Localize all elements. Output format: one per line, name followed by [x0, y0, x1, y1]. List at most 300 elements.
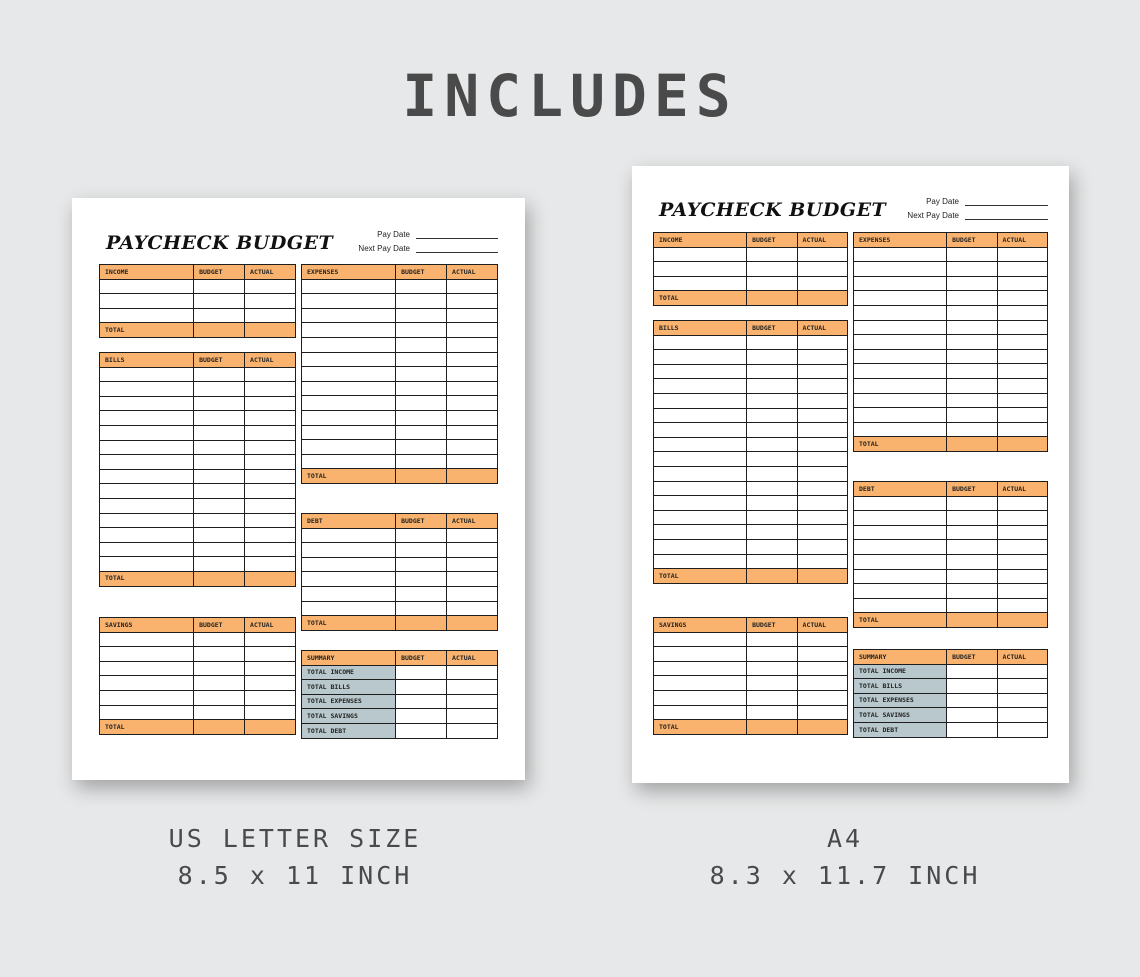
- actual-cell[interactable]: [997, 569, 1047, 584]
- item-cell[interactable]: [654, 379, 747, 394]
- actual-cell[interactable]: [797, 393, 847, 408]
- budget-cell[interactable]: [194, 308, 245, 323]
- budget-cell[interactable]: [947, 320, 997, 335]
- item-cell[interactable]: [854, 584, 947, 599]
- item-cell[interactable]: [302, 367, 396, 382]
- item-cell[interactable]: [302, 440, 396, 455]
- item-cell[interactable]: [854, 554, 947, 569]
- total-budget-cell[interactable]: [747, 569, 797, 584]
- actual-cell[interactable]: [447, 294, 498, 309]
- actual-cell[interactable]: [447, 352, 498, 367]
- actual-cell[interactable]: [245, 528, 296, 543]
- item-cell[interactable]: [100, 440, 194, 455]
- budget-cell[interactable]: [194, 294, 245, 309]
- item-cell[interactable]: [854, 335, 947, 350]
- item-cell[interactable]: [854, 422, 947, 437]
- actual-cell[interactable]: [997, 408, 1047, 423]
- item-cell[interactable]: [302, 381, 396, 396]
- item-cell[interactable]: [100, 528, 194, 543]
- budget-cell[interactable]: [947, 693, 997, 708]
- budget-cell[interactable]: [396, 396, 447, 411]
- actual-cell[interactable]: [797, 481, 847, 496]
- actual-cell[interactable]: [797, 661, 847, 676]
- item-cell[interactable]: [654, 647, 747, 662]
- item-cell[interactable]: [854, 598, 947, 613]
- budget-cell[interactable]: [947, 708, 997, 723]
- budget-cell[interactable]: [396, 279, 447, 294]
- budget-cell[interactable]: [947, 262, 997, 277]
- actual-cell[interactable]: [797, 705, 847, 720]
- total-actual-cell[interactable]: [997, 437, 1047, 452]
- item-cell[interactable]: [302, 557, 396, 572]
- item-cell[interactable]: [302, 294, 396, 309]
- actual-cell[interactable]: [797, 408, 847, 423]
- budget-cell[interactable]: [947, 664, 997, 679]
- budget-cell[interactable]: [747, 335, 797, 350]
- item-cell[interactable]: [654, 661, 747, 676]
- actual-cell[interactable]: [797, 437, 847, 452]
- item-cell[interactable]: [302, 425, 396, 440]
- actual-cell[interactable]: [797, 379, 847, 394]
- budget-cell[interactable]: [396, 381, 447, 396]
- budget-cell[interactable]: [947, 598, 997, 613]
- budget-cell[interactable]: [194, 542, 245, 557]
- item-cell[interactable]: [654, 393, 747, 408]
- budget-cell[interactable]: [396, 694, 447, 709]
- budget-cell[interactable]: [396, 680, 447, 695]
- actual-cell[interactable]: [447, 440, 498, 455]
- budget-cell[interactable]: [194, 382, 245, 397]
- actual-cell[interactable]: [997, 276, 1047, 291]
- item-cell[interactable]: [854, 378, 947, 393]
- actual-cell[interactable]: [997, 393, 1047, 408]
- actual-cell[interactable]: [997, 335, 1047, 350]
- item-cell[interactable]: [654, 247, 747, 262]
- actual-cell[interactable]: [797, 676, 847, 691]
- item-cell[interactable]: [302, 279, 396, 294]
- budget-cell[interactable]: [194, 528, 245, 543]
- actual-cell[interactable]: [447, 665, 498, 680]
- total-actual-cell[interactable]: [997, 613, 1047, 628]
- actual-cell[interactable]: [797, 262, 847, 277]
- budget-cell[interactable]: [396, 572, 447, 587]
- total-budget-cell[interactable]: [396, 616, 447, 631]
- item-cell[interactable]: [100, 484, 194, 499]
- item-cell[interactable]: [654, 525, 747, 540]
- budget-cell[interactable]: [947, 569, 997, 584]
- budget-cell[interactable]: [747, 466, 797, 481]
- actual-cell[interactable]: [997, 511, 1047, 526]
- item-cell[interactable]: [100, 647, 194, 662]
- actual-cell[interactable]: [797, 466, 847, 481]
- actual-cell[interactable]: [245, 690, 296, 705]
- item-cell[interactable]: [654, 496, 747, 511]
- actual-cell[interactable]: [245, 661, 296, 676]
- budget-cell[interactable]: [747, 437, 797, 452]
- item-cell[interactable]: [100, 469, 194, 484]
- item-cell[interactable]: [100, 367, 194, 382]
- item-cell[interactable]: [100, 279, 194, 294]
- item-cell[interactable]: [854, 320, 947, 335]
- budget-cell[interactable]: [947, 335, 997, 350]
- actual-cell[interactable]: [245, 294, 296, 309]
- budget-cell[interactable]: [747, 661, 797, 676]
- actual-cell[interactable]: [245, 513, 296, 528]
- item-cell[interactable]: [654, 705, 747, 720]
- item-cell[interactable]: [654, 690, 747, 705]
- item-cell[interactable]: [654, 539, 747, 554]
- budget-cell[interactable]: [747, 262, 797, 277]
- actual-cell[interactable]: [245, 425, 296, 440]
- item-cell[interactable]: [302, 543, 396, 558]
- item-cell[interactable]: [302, 323, 396, 338]
- actual-cell[interactable]: [797, 335, 847, 350]
- total-actual-cell[interactable]: [447, 469, 498, 484]
- item-cell[interactable]: [100, 382, 194, 397]
- budget-cell[interactable]: [396, 528, 447, 543]
- budget-cell[interactable]: [947, 349, 997, 364]
- total-budget-cell[interactable]: [947, 613, 997, 628]
- actual-cell[interactable]: [997, 364, 1047, 379]
- budget-cell[interactable]: [947, 422, 997, 437]
- actual-cell[interactable]: [245, 382, 296, 397]
- budget-cell[interactable]: [396, 323, 447, 338]
- budget-cell[interactable]: [747, 705, 797, 720]
- actual-cell[interactable]: [997, 247, 1047, 262]
- actual-cell[interactable]: [245, 308, 296, 323]
- budget-cell[interactable]: [747, 481, 797, 496]
- actual-cell[interactable]: [245, 542, 296, 557]
- total-actual-cell[interactable]: [245, 571, 296, 586]
- actual-cell[interactable]: [245, 676, 296, 691]
- actual-cell[interactable]: [997, 305, 1047, 320]
- item-cell[interactable]: [654, 510, 747, 525]
- actual-cell[interactable]: [997, 378, 1047, 393]
- item-cell[interactable]: [854, 525, 947, 540]
- actual-cell[interactable]: [797, 539, 847, 554]
- actual-cell[interactable]: [447, 425, 498, 440]
- item-cell[interactable]: [854, 305, 947, 320]
- budget-cell[interactable]: [747, 379, 797, 394]
- item-cell[interactable]: [854, 276, 947, 291]
- item-cell[interactable]: [854, 511, 947, 526]
- budget-cell[interactable]: [947, 679, 997, 694]
- total-budget-cell[interactable]: [194, 720, 245, 735]
- budget-cell[interactable]: [947, 247, 997, 262]
- budget-cell[interactable]: [396, 425, 447, 440]
- budget-cell[interactable]: [194, 647, 245, 662]
- item-cell[interactable]: [854, 262, 947, 277]
- budget-cell[interactable]: [194, 632, 245, 647]
- actual-cell[interactable]: [997, 554, 1047, 569]
- budget-cell[interactable]: [396, 367, 447, 382]
- item-cell[interactable]: [302, 308, 396, 323]
- item-cell[interactable]: [854, 408, 947, 423]
- budget-cell[interactable]: [747, 364, 797, 379]
- total-budget-cell[interactable]: [947, 437, 997, 452]
- budget-cell[interactable]: [396, 337, 447, 352]
- item-cell[interactable]: [100, 661, 194, 676]
- actual-cell[interactable]: [245, 632, 296, 647]
- item-cell[interactable]: [100, 498, 194, 513]
- total-actual-cell[interactable]: [797, 720, 847, 735]
- actual-cell[interactable]: [797, 496, 847, 511]
- actual-cell[interactable]: [245, 279, 296, 294]
- total-actual-cell[interactable]: [797, 291, 847, 306]
- total-actual-cell[interactable]: [245, 323, 296, 338]
- item-cell[interactable]: [100, 632, 194, 647]
- item-cell[interactable]: [100, 425, 194, 440]
- budget-cell[interactable]: [396, 557, 447, 572]
- item-cell[interactable]: [302, 601, 396, 616]
- actual-cell[interactable]: [797, 690, 847, 705]
- total-budget-cell[interactable]: [194, 571, 245, 586]
- actual-cell[interactable]: [997, 708, 1047, 723]
- item-cell[interactable]: [654, 632, 747, 647]
- budget-cell[interactable]: [747, 690, 797, 705]
- actual-cell[interactable]: [447, 410, 498, 425]
- budget-cell[interactable]: [194, 498, 245, 513]
- actual-cell[interactable]: [997, 722, 1047, 737]
- budget-cell[interactable]: [396, 723, 447, 738]
- item-cell[interactable]: [302, 528, 396, 543]
- actual-cell[interactable]: [245, 557, 296, 572]
- budget-cell[interactable]: [194, 557, 245, 572]
- budget-cell[interactable]: [747, 554, 797, 569]
- budget-cell[interactable]: [396, 352, 447, 367]
- item-cell[interactable]: [854, 496, 947, 511]
- budget-cell[interactable]: [194, 676, 245, 691]
- item-cell[interactable]: [654, 676, 747, 691]
- budget-cell[interactable]: [194, 411, 245, 426]
- budget-cell[interactable]: [947, 408, 997, 423]
- budget-cell[interactable]: [396, 665, 447, 680]
- actual-cell[interactable]: [245, 484, 296, 499]
- actual-cell[interactable]: [245, 469, 296, 484]
- item-cell[interactable]: [654, 466, 747, 481]
- budget-cell[interactable]: [194, 469, 245, 484]
- budget-cell[interactable]: [947, 540, 997, 555]
- actual-cell[interactable]: [797, 350, 847, 365]
- item-cell[interactable]: [854, 540, 947, 555]
- total-budget-cell[interactable]: [747, 291, 797, 306]
- budget-cell[interactable]: [947, 378, 997, 393]
- actual-cell[interactable]: [997, 598, 1047, 613]
- budget-cell[interactable]: [194, 367, 245, 382]
- item-cell[interactable]: [654, 481, 747, 496]
- actual-cell[interactable]: [245, 705, 296, 720]
- item-cell[interactable]: [100, 542, 194, 557]
- item-cell[interactable]: [100, 676, 194, 691]
- budget-cell[interactable]: [947, 496, 997, 511]
- total-budget-cell[interactable]: [194, 323, 245, 338]
- budget-cell[interactable]: [194, 513, 245, 528]
- budget-cell[interactable]: [396, 294, 447, 309]
- actual-cell[interactable]: [245, 647, 296, 662]
- budget-cell[interactable]: [747, 247, 797, 262]
- total-actual-cell[interactable]: [447, 616, 498, 631]
- actual-cell[interactable]: [997, 693, 1047, 708]
- actual-cell[interactable]: [447, 337, 498, 352]
- budget-cell[interactable]: [747, 539, 797, 554]
- actual-cell[interactable]: [997, 349, 1047, 364]
- actual-cell[interactable]: [797, 247, 847, 262]
- actual-cell[interactable]: [997, 525, 1047, 540]
- actual-cell[interactable]: [797, 554, 847, 569]
- actual-cell[interactable]: [245, 411, 296, 426]
- budget-cell[interactable]: [747, 276, 797, 291]
- actual-cell[interactable]: [997, 291, 1047, 306]
- actual-cell[interactable]: [245, 498, 296, 513]
- actual-cell[interactable]: [245, 455, 296, 470]
- item-cell[interactable]: [100, 294, 194, 309]
- item-cell[interactable]: [302, 352, 396, 367]
- item-cell[interactable]: [654, 276, 747, 291]
- actual-cell[interactable]: [447, 680, 498, 695]
- actual-cell[interactable]: [447, 543, 498, 558]
- total-actual-cell[interactable]: [797, 569, 847, 584]
- item-cell[interactable]: [654, 350, 747, 365]
- budget-cell[interactable]: [194, 484, 245, 499]
- item-cell[interactable]: [302, 454, 396, 469]
- item-cell[interactable]: [302, 572, 396, 587]
- actual-cell[interactable]: [997, 679, 1047, 694]
- actual-cell[interactable]: [447, 396, 498, 411]
- actual-cell[interactable]: [797, 525, 847, 540]
- budget-cell[interactable]: [194, 455, 245, 470]
- actual-cell[interactable]: [997, 496, 1047, 511]
- total-budget-cell[interactable]: [747, 720, 797, 735]
- actual-cell[interactable]: [447, 572, 498, 587]
- actual-cell[interactable]: [997, 320, 1047, 335]
- budget-cell[interactable]: [396, 410, 447, 425]
- actual-cell[interactable]: [245, 367, 296, 382]
- actual-cell[interactable]: [447, 308, 498, 323]
- budget-cell[interactable]: [947, 364, 997, 379]
- budget-cell[interactable]: [194, 279, 245, 294]
- item-cell[interactable]: [100, 308, 194, 323]
- actual-cell[interactable]: [447, 586, 498, 601]
- budget-cell[interactable]: [194, 690, 245, 705]
- item-cell[interactable]: [100, 705, 194, 720]
- budget-cell[interactable]: [947, 393, 997, 408]
- actual-cell[interactable]: [447, 367, 498, 382]
- actual-cell[interactable]: [245, 440, 296, 455]
- budget-cell[interactable]: [747, 452, 797, 467]
- item-cell[interactable]: [100, 557, 194, 572]
- actual-cell[interactable]: [447, 528, 498, 543]
- item-cell[interactable]: [654, 554, 747, 569]
- actual-cell[interactable]: [245, 396, 296, 411]
- budget-cell[interactable]: [396, 709, 447, 724]
- actual-cell[interactable]: [447, 694, 498, 709]
- item-cell[interactable]: [854, 569, 947, 584]
- actual-cell[interactable]: [997, 262, 1047, 277]
- actual-cell[interactable]: [447, 454, 498, 469]
- actual-cell[interactable]: [797, 510, 847, 525]
- item-cell[interactable]: [854, 291, 947, 306]
- item-cell[interactable]: [100, 396, 194, 411]
- budget-cell[interactable]: [747, 647, 797, 662]
- budget-cell[interactable]: [396, 440, 447, 455]
- budget-cell[interactable]: [194, 661, 245, 676]
- actual-cell[interactable]: [797, 632, 847, 647]
- item-cell[interactable]: [854, 393, 947, 408]
- item-cell[interactable]: [100, 690, 194, 705]
- budget-cell[interactable]: [194, 705, 245, 720]
- total-actual-cell[interactable]: [245, 720, 296, 735]
- actual-cell[interactable]: [797, 276, 847, 291]
- item-cell[interactable]: [100, 411, 194, 426]
- budget-cell[interactable]: [747, 350, 797, 365]
- budget-cell[interactable]: [947, 511, 997, 526]
- budget-cell[interactable]: [396, 308, 447, 323]
- item-cell[interactable]: [302, 337, 396, 352]
- budget-cell[interactable]: [396, 586, 447, 601]
- actual-cell[interactable]: [447, 279, 498, 294]
- budget-cell[interactable]: [747, 408, 797, 423]
- budget-cell[interactable]: [396, 454, 447, 469]
- budget-cell[interactable]: [947, 291, 997, 306]
- budget-cell[interactable]: [747, 510, 797, 525]
- actual-cell[interactable]: [447, 601, 498, 616]
- budget-cell[interactable]: [947, 584, 997, 599]
- budget-cell[interactable]: [747, 496, 797, 511]
- total-budget-cell[interactable]: [396, 469, 447, 484]
- actual-cell[interactable]: [447, 381, 498, 396]
- budget-cell[interactable]: [947, 554, 997, 569]
- budget-cell[interactable]: [947, 305, 997, 320]
- budget-cell[interactable]: [396, 601, 447, 616]
- budget-cell[interactable]: [947, 525, 997, 540]
- budget-cell[interactable]: [396, 543, 447, 558]
- actual-cell[interactable]: [997, 422, 1047, 437]
- budget-cell[interactable]: [747, 393, 797, 408]
- budget-cell[interactable]: [747, 525, 797, 540]
- item-cell[interactable]: [302, 396, 396, 411]
- item-cell[interactable]: [654, 437, 747, 452]
- item-cell[interactable]: [302, 586, 396, 601]
- item-cell[interactable]: [654, 408, 747, 423]
- budget-cell[interactable]: [947, 276, 997, 291]
- actual-cell[interactable]: [997, 540, 1047, 555]
- item-cell[interactable]: [654, 423, 747, 438]
- budget-cell[interactable]: [194, 440, 245, 455]
- actual-cell[interactable]: [447, 709, 498, 724]
- item-cell[interactable]: [100, 513, 194, 528]
- item-cell[interactable]: [302, 410, 396, 425]
- item-cell[interactable]: [100, 455, 194, 470]
- budget-cell[interactable]: [747, 632, 797, 647]
- item-cell[interactable]: [654, 364, 747, 379]
- actual-cell[interactable]: [447, 323, 498, 338]
- actual-cell[interactable]: [997, 584, 1047, 599]
- item-cell[interactable]: [854, 364, 947, 379]
- item-cell[interactable]: [854, 247, 947, 262]
- item-cell[interactable]: [654, 262, 747, 277]
- budget-cell[interactable]: [194, 425, 245, 440]
- actual-cell[interactable]: [997, 664, 1047, 679]
- budget-cell[interactable]: [747, 423, 797, 438]
- item-cell[interactable]: [654, 452, 747, 467]
- budget-cell[interactable]: [194, 396, 245, 411]
- actual-cell[interactable]: [797, 452, 847, 467]
- actual-cell[interactable]: [447, 557, 498, 572]
- actual-cell[interactable]: [797, 423, 847, 438]
- actual-cell[interactable]: [797, 647, 847, 662]
- actual-cell[interactable]: [447, 723, 498, 738]
- item-cell[interactable]: [654, 335, 747, 350]
